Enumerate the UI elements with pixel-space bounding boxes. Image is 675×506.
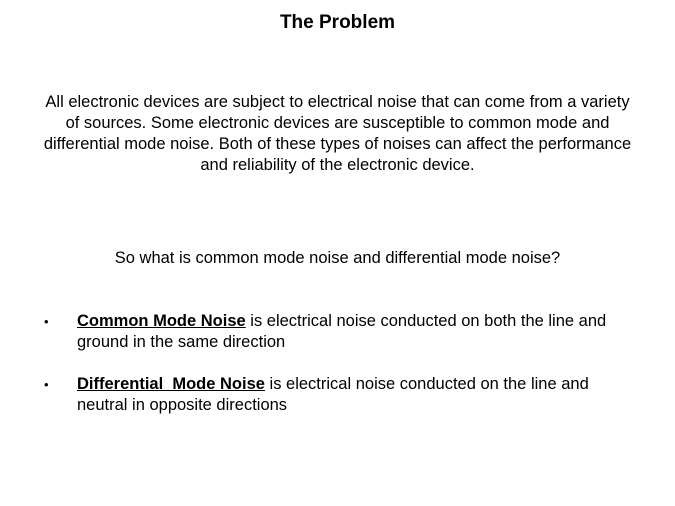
bullet-marker: • (44, 314, 49, 329)
term-differential-mode-noise: Differential Mode Noise (77, 375, 265, 393)
term-common-mode-noise: Common Mode Noise (77, 312, 246, 330)
bullet-item-differential-mode (44, 374, 634, 416)
bullet-list (44, 311, 634, 437)
bullet-marker: • (44, 377, 49, 392)
description-common-mode-noise: is electrical noise conducted on both the line and ground in the same direction (77, 312, 607, 351)
question-text: So what is common mode noise and differential mode noise? (114, 249, 561, 267)
slide-title: The Problem (279, 12, 396, 33)
intro-paragraph: All electronic devices are subject to electrical noise that can come from a variety of sources. Some electronic devices are susceptible to common mode and differential mode noise. Both of these types of noises can affect the performance and reliability of the electronic device. (43, 93, 632, 174)
description-differential-mode-noise: is electrical noise conducted on the line and neutral in opposite directions (77, 375, 589, 414)
bullet-item-common-mode (44, 311, 634, 353)
